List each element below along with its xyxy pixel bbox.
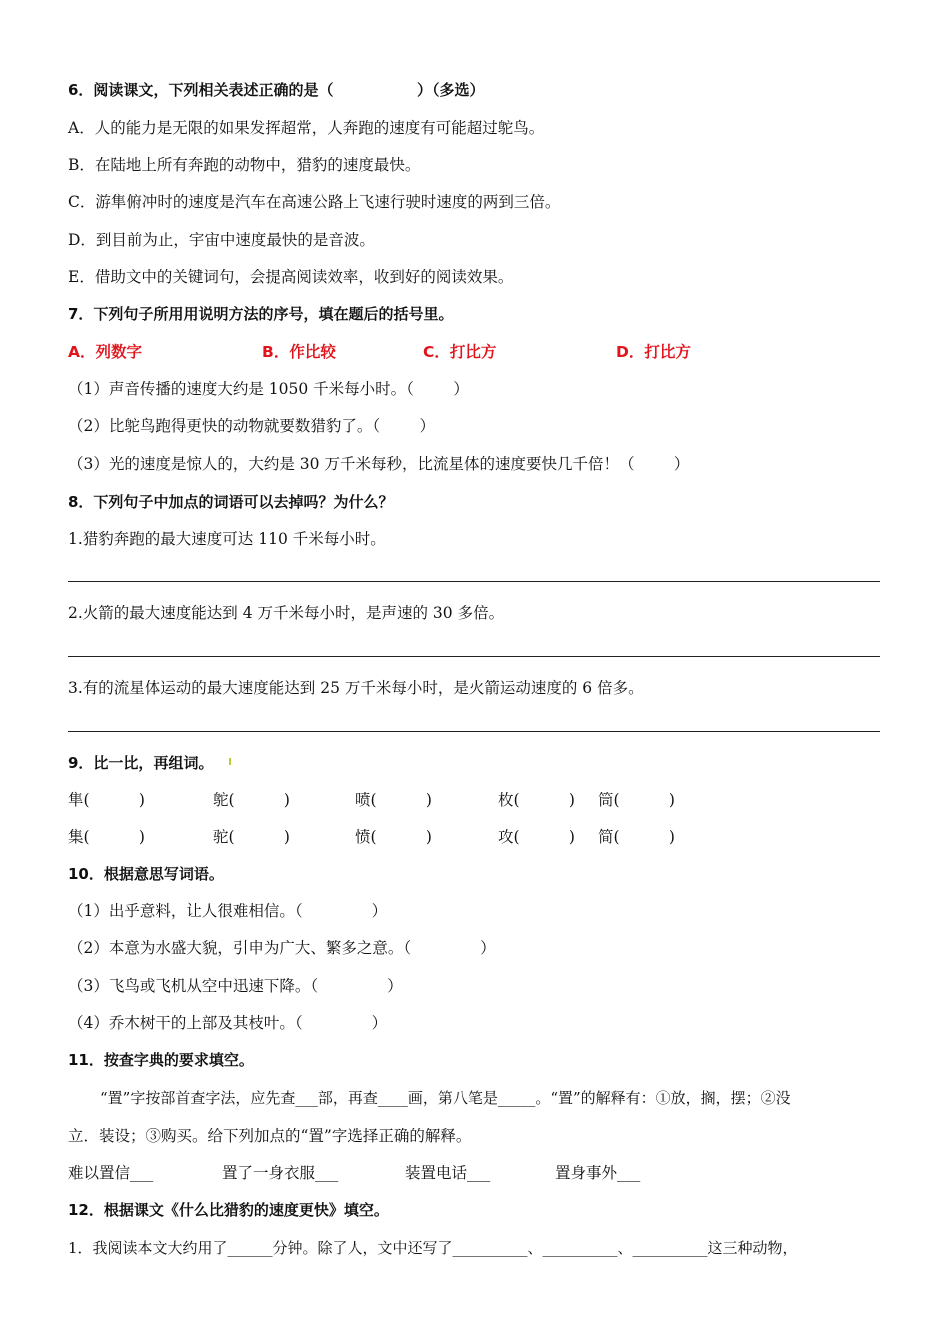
q7-choice-c: C．打比方 (423, 343, 497, 361)
q7-item-1: （1）声音传播的速度大约是 1050 千米每小时。（ ） (68, 380, 469, 398)
q9-r1-c1: 隼( ) (68, 791, 145, 809)
q6-option-a: A．人的能力是无限的如果发挥超常，人奔跑的速度有可能超过鸵鸟。 (68, 119, 545, 137)
q9-r1-c5: 筒( ) (598, 791, 675, 809)
q9-r2-c5: 简( ) (598, 828, 675, 846)
q11-para-2: 立．装设；③购买。给下列加点的“置”字选择正确的解释。 (68, 1127, 472, 1145)
q9-r2-c4: 攻( ) (498, 828, 575, 846)
q6-option-c: C．游隼俯冲时的速度是汽车在高速公路上飞速行驶时速度的两到三倍。 (68, 193, 561, 211)
q12-line-1: 1．我阅读本文大约用了______分钟。除了人，文中还写了__________、__________、__________这三种动物， (68, 1239, 798, 1257)
q10-title: 10．根据意思写词语。 (68, 865, 224, 883)
q7-choice-b: B．作比较 (262, 343, 336, 361)
answer-line-2[interactable] (68, 656, 880, 657)
q10-item-4: （4）乔木树干的上部及其枝叶。（ ） (68, 1014, 388, 1032)
q11-fill-2: 置了一身衣服___ (222, 1164, 339, 1182)
q8-item-1: 1.猎豹奔跑的最大速度可达 110 千米每小时。 (68, 530, 386, 548)
q11-fill-4: 置身事外___ (555, 1164, 641, 1182)
q8-item-2: 2.火箭的最大速度能达到 4 万千米每小时，是声速的 30 多倍。 (68, 604, 505, 622)
q10-item-1: （1）出乎意料，让人很难相信。（ ） (68, 902, 388, 920)
q6-option-e: E．借助文中的关键词句，会提高阅读效率，收到好的阅读效果。 (68, 268, 514, 286)
q9-title: 9．比一比，再组词。 (68, 754, 214, 772)
answer-line-1[interactable] (68, 581, 880, 582)
q11-fill-1: 难以置信___ (68, 1164, 154, 1182)
q7-item-2: （2）比鸵鸟跑得更快的动物就要数猎豹了。（ ） (68, 417, 436, 435)
q11-title: 11．按查字典的要求填空。 (68, 1051, 254, 1069)
q9-r1-c3: 喷( ) (355, 791, 432, 809)
scan-mark (229, 758, 231, 765)
q7-choice-d: D．打比方 (616, 343, 691, 361)
q6-option-d: D．到目前为止，宇宙中速度最快的是音波。 (68, 231, 375, 249)
q9-r2-c3: 愤( ) (355, 828, 432, 846)
q7-item-3: （3）光的速度是惊人的，大约是 30 万千米每秒，比流星体的速度要快几千倍！（ ） (68, 455, 690, 473)
answer-line-3[interactable] (68, 731, 880, 732)
q11-fill-3: 装置电话___ (405, 1164, 491, 1182)
q8-item-3: 3.有的流星体运动的最大速度能达到 25 万千米每小时，是火箭运动速度的 6 倍多。 (68, 679, 644, 697)
q6-option-b: B．在陆地上所有奔跑的动物中，猎豹的速度最快。 (68, 156, 421, 174)
q9-r1-c2: 鸵( ) (213, 791, 290, 809)
q7-title: 7．下列句子所用用说明方法的序号，填在题后的括号里。 (68, 305, 454, 323)
q11-para-1: “置”字按部首查字法，应先查___部，再查____画，第八笔是_____。“置”的解释有：①放，搁，摆；②没 (100, 1089, 791, 1107)
q8-title: 8．下列句子中加点的词语可以去掉吗？为什么？ (68, 493, 394, 511)
q6-title: 6．阅读课文，下列相关表述正确的是（ ）（多选） (68, 81, 485, 99)
q10-item-2: （2）本意为水盛大貌，引申为广大、繁多之意。（ ） (68, 939, 496, 957)
q10-item-3: （3）飞鸟或飞机从空中迅速下降。（ ） (68, 977, 403, 995)
q7-choice-a: A．列数字 (68, 343, 142, 361)
q12-title: 12．根据课文《什么比猎豹的速度更快》填空。 (68, 1201, 389, 1219)
q9-r2-c2: 驼( ) (213, 828, 290, 846)
q9-r1-c4: 枚( ) (498, 791, 575, 809)
q9-r2-c1: 集( ) (68, 828, 145, 846)
